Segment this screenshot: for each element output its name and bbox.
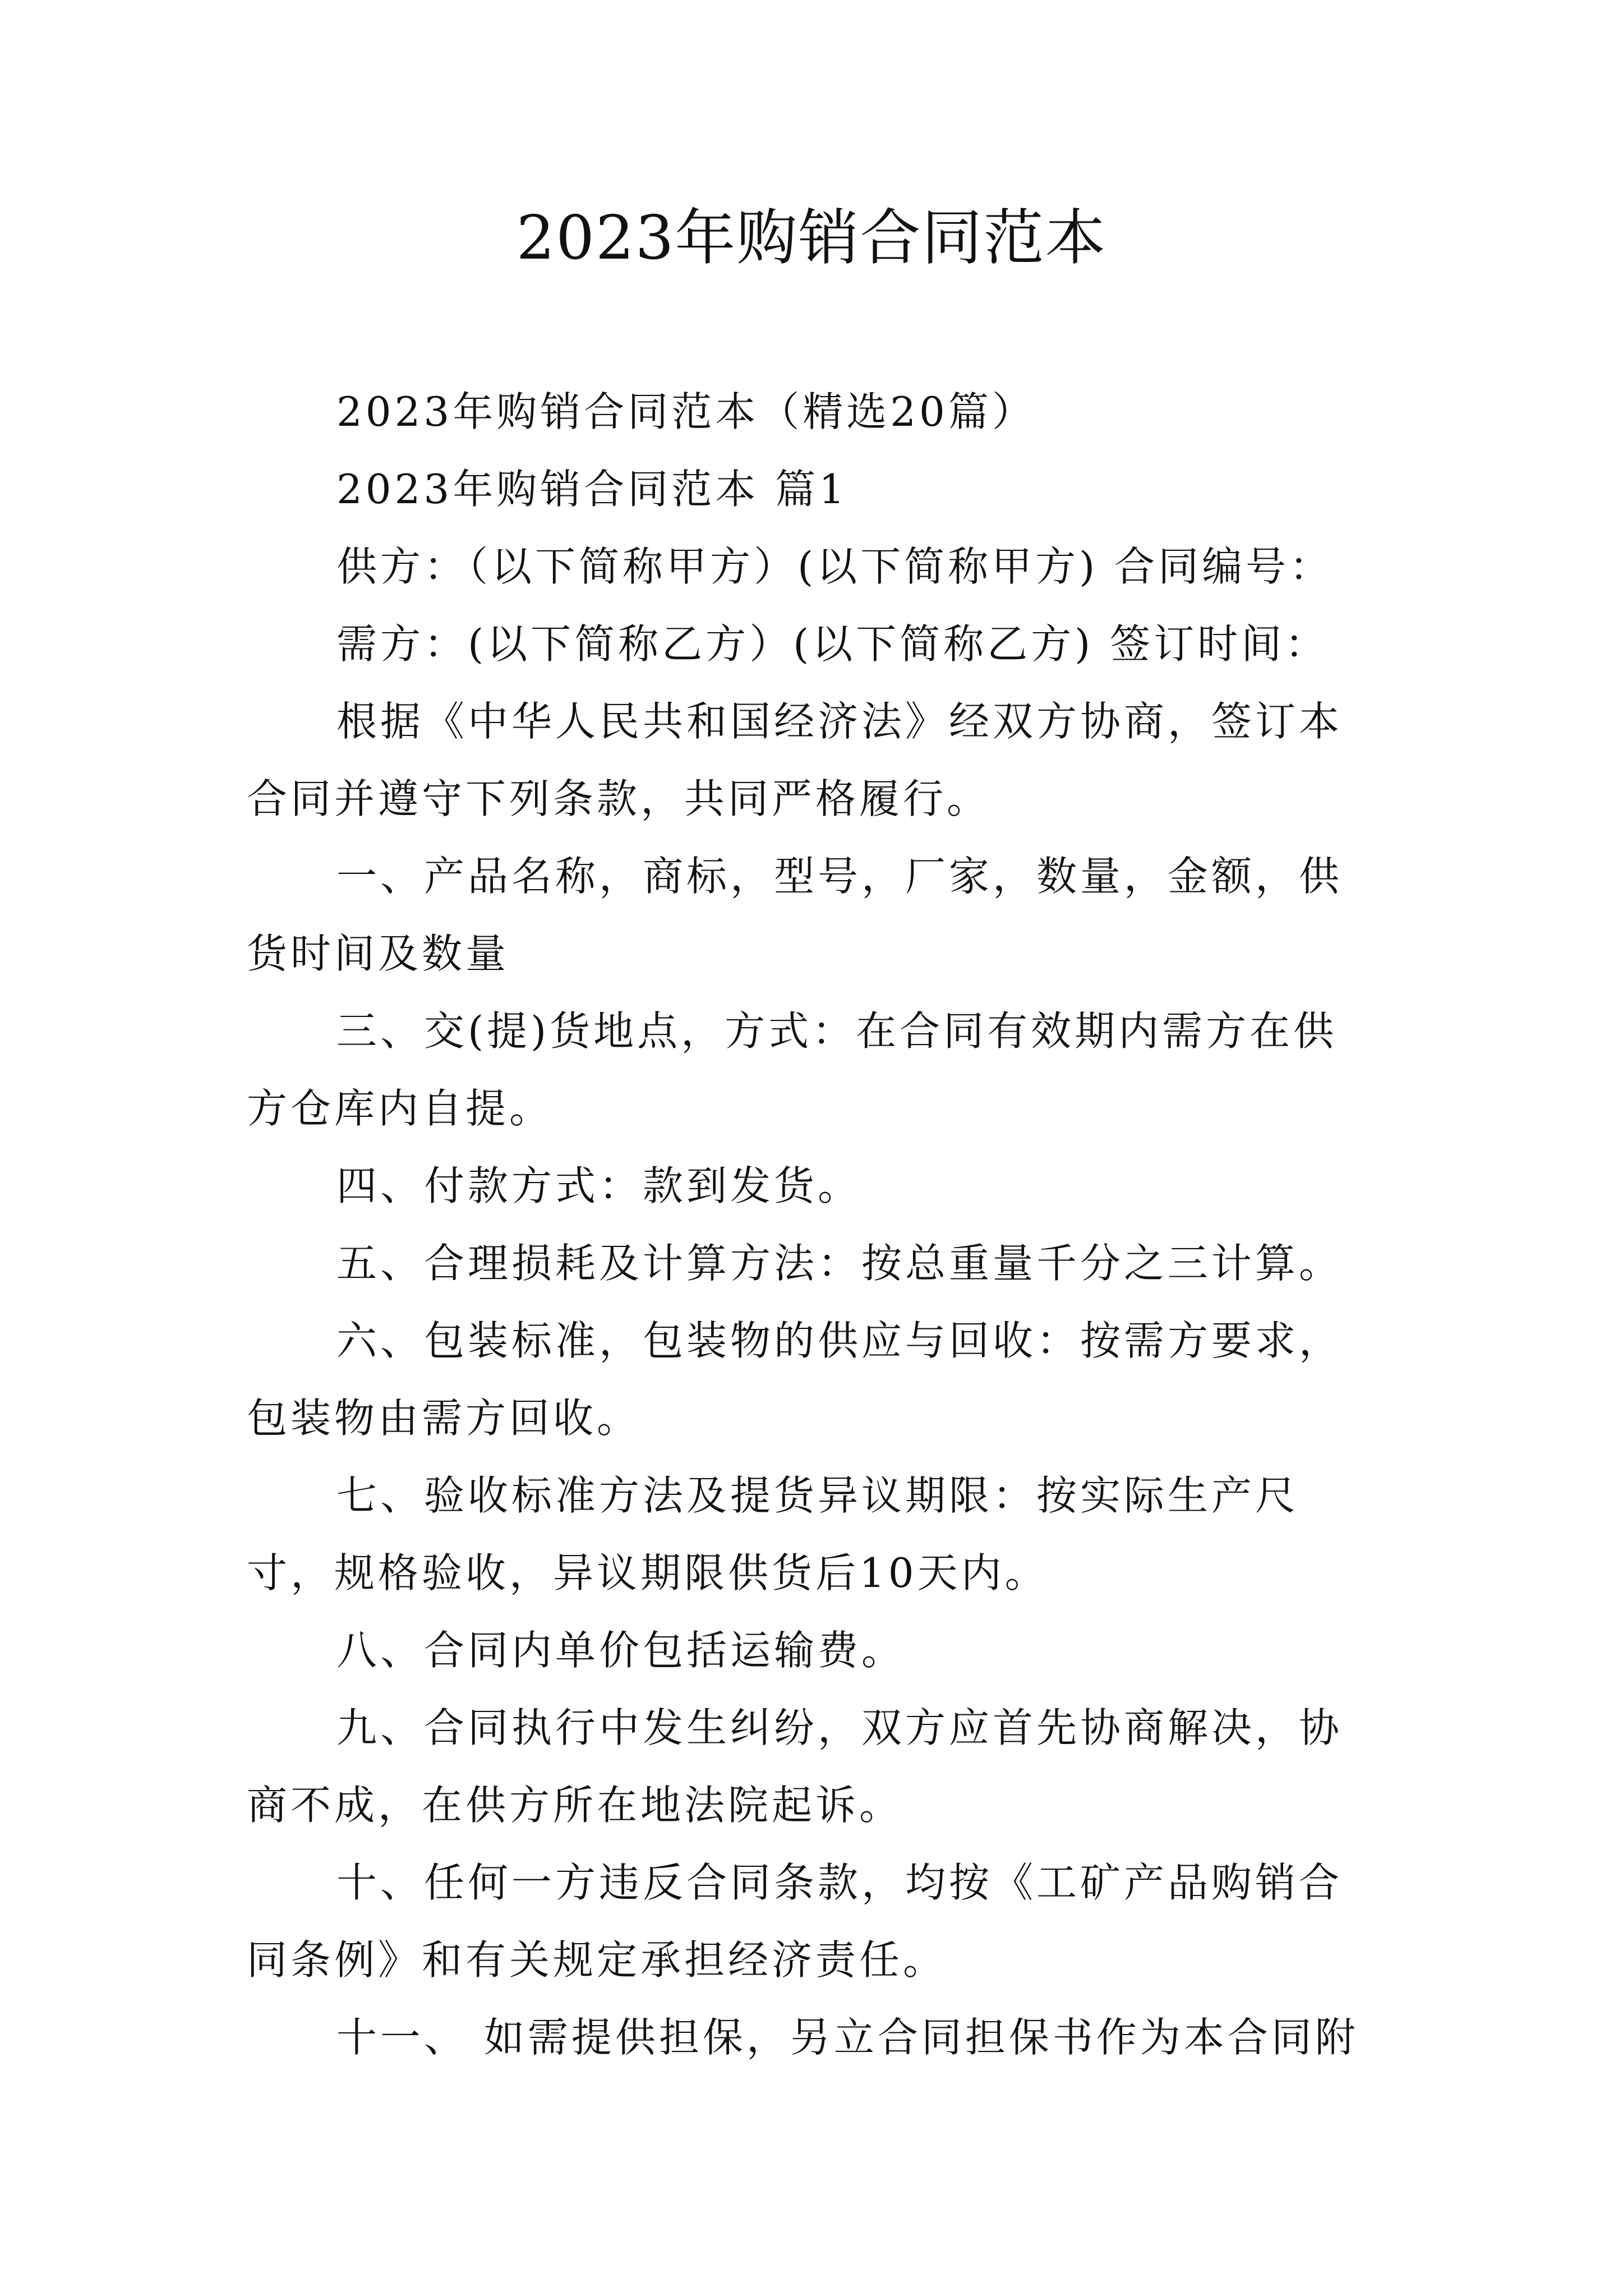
- document-title: 2023年购销合同范本: [516, 203, 1107, 273]
- paragraph-clause-6: 六、包装标准，包装物的供应与回收：按需方要求，包装物由需方回收。: [247, 1317, 1343, 1442]
- document-body: [247, 373, 1380, 2076]
- paragraph-buyer: 需方：(以下简称乙方）(以下简称乙方) 签订时间：: [336, 620, 1329, 668]
- paragraph-supplier: 供方：（以下简称甲方）(以下简称甲方) 合同编号：: [336, 543, 1334, 590]
- paragraph-clause-4: 四、付款方式：款到发货。: [336, 1162, 862, 1209]
- paragraph-clause-1: 一、产品名称，商标，型号，厂家，数量，金额，供货时间及数量: [247, 853, 1343, 977]
- paragraph-clause-9: 九、合同执行中发生纠纷，双方应首先协商解决，协商不成，在供方所在地法院起诉。: [247, 1704, 1343, 1829]
- paragraph-clause-7: 七、验收标准方法及提货异议期限：按实际生产尺寸，规格验收，异议期限供货后10天内。: [247, 1472, 1299, 1596]
- paragraph-clause-3: 三、交(提)货地点，方式：在合同有效期内需方在供方仓库内自提。: [247, 1007, 1338, 1132]
- paragraph-clause-5: 五、合理损耗及计算方法：按总重量千分之三计算。: [336, 1240, 1343, 1287]
- paragraph-clause-10: 十、任何一方违反合同条款，均按《工矿产品购销合同条例》和有关规定承担经济责任。: [247, 1859, 1343, 1984]
- paragraph-clause-8: 八、合同内单价包括运输费。: [336, 1627, 906, 1674]
- paragraph-preamble: 根据《中华人民共和国经济法》经双方协商，签订本合同并遵守下列条款，共同严格履行。: [247, 698, 1343, 822]
- paragraph-clause-11: 十一、 如需提供担保，另立合同担保书作为本合同附: [336, 2014, 1359, 2061]
- paragraph-subtitle: 2023年购销合同范本（精选20篇）: [336, 388, 1036, 435]
- paragraph-section-heading: 2023年购销合同范本 篇1: [336, 466, 848, 513]
